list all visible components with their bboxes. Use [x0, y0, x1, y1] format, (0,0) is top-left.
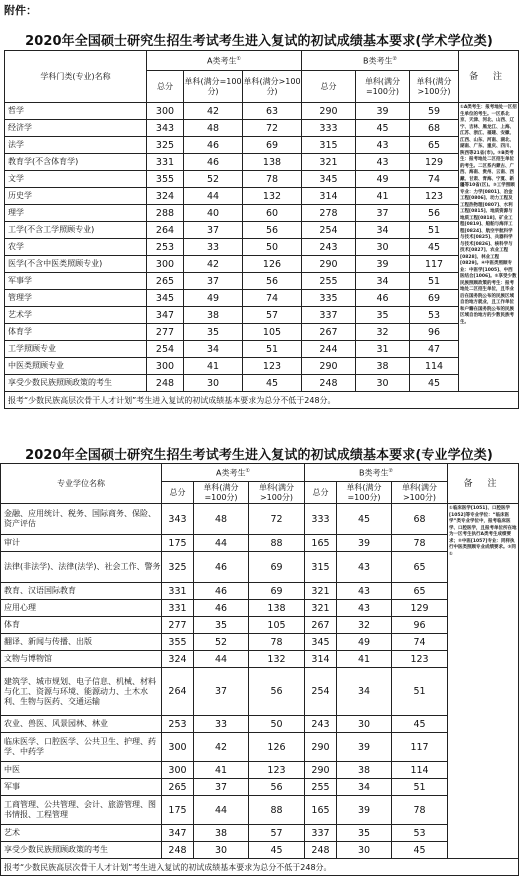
a-total-cell: 248 — [147, 375, 184, 392]
b-single1-cell: 30 — [337, 842, 392, 859]
subject-name-cell: 理学 — [5, 205, 147, 222]
b-single2-cell: 74 — [392, 634, 448, 651]
b-single2-cell: 51 — [410, 222, 459, 239]
subject-name-cell: 文学 — [5, 171, 147, 188]
b-total-cell: 243 — [305, 716, 337, 733]
a-total-cell: 277 — [147, 324, 184, 341]
b-single2-cell: 117 — [410, 256, 459, 273]
table-row — [5, 222, 519, 239]
b-single1-cell: 34 — [337, 668, 392, 716]
b-single2-cell: 53 — [392, 825, 448, 842]
b-total-header: 总分 — [305, 482, 337, 504]
a-total-cell: 300 — [147, 103, 184, 120]
a-single2-cell: 56 — [249, 668, 305, 716]
group-b-header: B类考生② — [302, 51, 459, 71]
table-row — [5, 324, 519, 341]
a-single2-header: 单科(满分>100分) — [243, 71, 302, 103]
a-single1-cell: 38 — [194, 825, 249, 842]
a-single1-cell: 52 — [184, 171, 243, 188]
a-total-cell: 343 — [162, 504, 194, 535]
a-total-cell: 288 — [147, 205, 184, 222]
b-total-cell: 290 — [302, 103, 356, 120]
a-single1-cell: 35 — [194, 617, 249, 634]
b-single2-cell: 96 — [392, 617, 448, 634]
b-single2-header: 单科(满分>100分) — [410, 71, 459, 103]
a-total-cell: 355 — [162, 634, 194, 651]
b-single2-cell: 51 — [410, 273, 459, 290]
subject-name-cell: 艺术 — [1, 825, 162, 842]
subject-col-header: 学科门类(专业)名称 — [5, 51, 147, 103]
b-total-cell: 321 — [302, 154, 356, 171]
table-row — [5, 273, 519, 290]
b-total-cell: 335 — [302, 290, 356, 307]
a-single1-cell: 46 — [184, 154, 243, 171]
a-single1-cell: 37 — [194, 779, 249, 796]
table-row — [5, 103, 519, 120]
b-total-cell: 278 — [302, 205, 356, 222]
b-single1-cell: 35 — [337, 825, 392, 842]
a-single2-cell: 50 — [249, 716, 305, 733]
subject-name-cell: 农业、兽医、风景园林、林业 — [1, 716, 162, 733]
a-single2-cell: 50 — [243, 239, 302, 256]
subject-name-cell: 翻译、新闻与传播、出版 — [1, 634, 162, 651]
a-single1-cell: 33 — [194, 716, 249, 733]
b-single2-cell: 53 — [410, 307, 459, 324]
a-single2-cell: 72 — [243, 120, 302, 137]
a-single2-cell: 78 — [249, 634, 305, 651]
a-total-cell: 175 — [162, 796, 194, 825]
b-single2-header: 单科(满分>100分) — [392, 482, 448, 504]
a-total-cell: 331 — [162, 600, 194, 617]
a-single2-cell: 88 — [249, 796, 305, 825]
b-total-cell: 248 — [305, 842, 337, 859]
table-row — [5, 188, 519, 205]
b-single2-cell: 78 — [392, 535, 448, 552]
table-row — [5, 256, 519, 273]
table-row — [5, 358, 519, 375]
group-b-header: B类考生② — [305, 464, 448, 482]
a-total-cell: 254 — [147, 341, 184, 358]
b-single2-cell: 69 — [410, 290, 459, 307]
a-total-cell: 300 — [147, 358, 184, 375]
a-single1-cell: 41 — [184, 358, 243, 375]
b-total-cell: 337 — [302, 307, 356, 324]
subject-name-cell: 中医 — [1, 762, 162, 779]
a-single1-header: 单科(满分=100分) — [194, 482, 249, 504]
b-single1-cell: 30 — [356, 239, 410, 256]
subject-name-cell: 法律(非法学)、法律(法学)、社会工作、警务 — [1, 552, 162, 583]
a-single2-cell: 45 — [243, 375, 302, 392]
a-total-cell: 345 — [147, 290, 184, 307]
b-single1-cell: 32 — [356, 324, 410, 341]
a-total-cell: 355 — [147, 171, 184, 188]
a-single2-cell: 88 — [249, 535, 305, 552]
b-total-cell: 165 — [305, 535, 337, 552]
a-single2-cell: 138 — [243, 154, 302, 171]
a-single1-cell: 52 — [194, 634, 249, 651]
subject-name-cell: 建筑学、城市规划、电子信息、机械、材料与化工、资源与环境、能源动力、土木水利、生物与医药、交通运输 — [1, 668, 162, 716]
a-single2-cell: 69 — [243, 137, 302, 154]
b-single1-cell: 39 — [356, 256, 410, 273]
a-single1-cell: 30 — [184, 375, 243, 392]
subject-name-cell: 哲学 — [5, 103, 147, 120]
b-total-cell: 243 — [302, 239, 356, 256]
a-single1-cell: 46 — [194, 600, 249, 617]
subject-name-cell: 军事学 — [5, 273, 147, 290]
a-single2-cell: 132 — [249, 651, 305, 668]
a-single1-cell: 46 — [184, 137, 243, 154]
b-single2-cell: 123 — [392, 651, 448, 668]
b-single1-cell: 43 — [337, 552, 392, 583]
academic-score-table — [4, 50, 519, 409]
subject-name-cell: 农学 — [5, 239, 147, 256]
subject-name-cell: 经济学 — [5, 120, 147, 137]
b-single2-cell: 45 — [392, 716, 448, 733]
a-single2-header: 单科(满分>100分) — [249, 482, 305, 504]
b-single2-cell: 78 — [392, 796, 448, 825]
remarks-header: 备 注 — [459, 51, 519, 103]
table-row — [1, 634, 519, 651]
b-total-cell: 290 — [305, 733, 337, 762]
b-single1-cell: 34 — [337, 779, 392, 796]
b-single2-cell: 129 — [410, 154, 459, 171]
b-total-cell: 314 — [302, 188, 356, 205]
group-a-header: A类考生① — [162, 464, 305, 482]
a-single1-cell: 44 — [194, 651, 249, 668]
a-single1-header: 单科(满分=100分) — [184, 71, 243, 103]
a-total-cell: 265 — [162, 779, 194, 796]
a-single2-cell: 138 — [249, 600, 305, 617]
b-single1-cell: 35 — [356, 307, 410, 324]
b-total-header: 总分 — [302, 71, 356, 103]
footnote-row — [5, 392, 519, 409]
b-single1-header: 单科(满分=100分) — [337, 482, 392, 504]
b-single2-cell: 65 — [410, 137, 459, 154]
b-total-cell: 254 — [305, 668, 337, 716]
subject-name-cell: 教育学(不含体育学) — [5, 154, 147, 171]
b-single1-cell: 41 — [337, 651, 392, 668]
b-single1-cell: 38 — [337, 762, 392, 779]
table-row — [5, 290, 519, 307]
b-total-cell: 290 — [302, 358, 356, 375]
a-single2-cell: 74 — [243, 290, 302, 307]
subject-name-cell: 工学(不含工学照顾专业) — [5, 222, 147, 239]
subject-name-cell: 中医类照顾专业 — [5, 358, 147, 375]
remarks-cell: ①临床医学[1051]、口腔医学[1052]等专业学位：“临床医学”类专业学位中，报考临床医学、口腔医学，且报考单位所在地为一区考生执行A类考生成绩要求；②中医[1057]专业：同样执行中医类照顾专业成绩要求。③同① — [448, 504, 519, 859]
a-single1-cell: 37 — [184, 273, 243, 290]
b-single1-cell: 39 — [356, 103, 410, 120]
a-single1-cell: 48 — [194, 504, 249, 535]
a-total-cell: 325 — [162, 552, 194, 583]
b-single1-cell: 30 — [356, 375, 410, 392]
b-single1-cell: 45 — [337, 504, 392, 535]
table-row — [5, 154, 519, 171]
a-single2-cell: 56 — [249, 779, 305, 796]
subject-name-cell: 体育 — [1, 617, 162, 634]
a-single1-cell: 34 — [184, 341, 243, 358]
b-single1-cell: 34 — [356, 222, 410, 239]
b-single1-cell: 37 — [356, 205, 410, 222]
a-single2-cell: 60 — [243, 205, 302, 222]
a-single2-cell: 78 — [243, 171, 302, 188]
a-single2-cell: 57 — [249, 825, 305, 842]
table-row — [1, 668, 519, 716]
a-single2-cell: 105 — [249, 617, 305, 634]
a-total-cell: 347 — [162, 825, 194, 842]
subject-name-cell: 艺术学 — [5, 307, 147, 324]
table-row — [1, 535, 519, 552]
a-total-cell: 253 — [147, 239, 184, 256]
attachment-label: 附件： — [4, 4, 37, 17]
b-single1-cell: 30 — [337, 716, 392, 733]
b-total-cell: 345 — [305, 634, 337, 651]
b-single1-header: 单科(满分=100分) — [356, 71, 410, 103]
a-total-cell: 324 — [147, 188, 184, 205]
b-single1-cell: 46 — [356, 290, 410, 307]
a-single2-cell: 105 — [243, 324, 302, 341]
b-single2-cell: 45 — [410, 375, 459, 392]
b-total-cell: 255 — [305, 779, 337, 796]
b-single1-cell: 39 — [337, 535, 392, 552]
subject-name-cell: 体育学 — [5, 324, 147, 341]
b-single1-cell: 49 — [356, 171, 410, 188]
b-single1-cell: 39 — [337, 733, 392, 762]
b-total-cell: 165 — [305, 796, 337, 825]
table-row — [1, 600, 519, 617]
b-total-cell: 321 — [305, 583, 337, 600]
b-single1-cell: 31 — [356, 341, 410, 358]
table-row — [1, 733, 519, 762]
table-row — [5, 341, 519, 358]
b-total-cell: 315 — [305, 552, 337, 583]
table-row — [1, 504, 519, 535]
table-row — [1, 796, 519, 825]
a-single1-cell: 37 — [194, 668, 249, 716]
subject-name-cell: 享受少数民族照顾政策的考生 — [5, 375, 147, 392]
subject-name-cell: 应用心理 — [1, 600, 162, 617]
a-single1-cell: 42 — [184, 103, 243, 120]
b-single2-cell: 74 — [410, 171, 459, 188]
a-single1-cell: 49 — [184, 290, 243, 307]
a-single1-cell: 42 — [194, 733, 249, 762]
b-single1-cell: 32 — [337, 617, 392, 634]
b-single2-cell: 114 — [392, 762, 448, 779]
b-single2-cell: 59 — [410, 103, 459, 120]
remarks-header: 备 注 — [448, 464, 519, 504]
table-row — [1, 825, 519, 842]
b-single2-cell: 51 — [392, 779, 448, 796]
remarks-cell: ①A类考生：报考地处一区招生单位的考生。一区系北京、天津、河北、山西、辽宁、吉林、黑龙江、上海、江苏、浙江、福建、安徽、江西、山东、河南、湖北、湖南、广东、重庆、四川、陕西等21省(市)。②B类考生：报考地处二区招生单位的考生。二区系内蒙古、广西、海南、贵州、云南、西藏、甘肃、青海、宁夏、新疆等10省(区)。③工学照顾专业：力学[0801]、冶金工程[0806]、动力工程及工程热物理[0807]、水利工程[0815]、地质资源与地质工程[0818]、矿业工程[0819]、船舶与海洋工程[0824]、航空宇航科学与技术[0825]、兵器科学与技术[0826]、核科学与技术[0827]、农业工程[0828]、林业工程[0829]。④中医类照顾专业：中医学[1005]、中西医结合[1006]。⑤享受少数民族照顾政策的考生：报考地处二区招生单位，且毕业后在国务院公布的民族区域自治地方就业，且工作单位和户籍在国务院公布的民族区域自治地方的少数民族考生。 — [459, 103, 519, 392]
table-row — [1, 842, 519, 859]
b-total-cell: 267 — [302, 324, 356, 341]
b-single1-cell: 34 — [356, 273, 410, 290]
a-total-cell: 253 — [162, 716, 194, 733]
a-single2-cell: 63 — [243, 103, 302, 120]
a-total-cell: 325 — [147, 137, 184, 154]
a-single1-cell: 46 — [194, 583, 249, 600]
b-total-cell: 333 — [302, 120, 356, 137]
subject-name-cell: 医学(不含中医类照顾专业) — [5, 256, 147, 273]
professional-table-title: 2020年全国硕士研究生招生考试考生进入复试的初试成绩基本要求(专业学位类) — [25, 448, 493, 463]
b-single2-cell: 68 — [410, 120, 459, 137]
a-single1-cell: 42 — [184, 256, 243, 273]
b-total-cell: 267 — [305, 617, 337, 634]
b-single2-cell: 114 — [410, 358, 459, 375]
b-single2-cell: 45 — [410, 239, 459, 256]
subject-name-cell: 工商管理、公共管理、会计、旅游管理、图书情报、工程管理 — [1, 796, 162, 825]
b-single1-cell: 41 — [356, 188, 410, 205]
a-total-cell: 347 — [147, 307, 184, 324]
b-single1-cell: 45 — [356, 120, 410, 137]
subject-name-cell: 金融、应用统计、税务、国际商务、保险、资产评估 — [1, 504, 162, 535]
a-single1-cell: 48 — [184, 120, 243, 137]
a-single1-cell: 38 — [184, 307, 243, 324]
b-total-cell: 255 — [302, 273, 356, 290]
b-total-cell: 337 — [305, 825, 337, 842]
academic-table-title: 2020年全国硕士研究生招生考试考生进入复试的初试成绩基本要求(学术学位类) — [25, 34, 493, 49]
b-single2-cell: 68 — [392, 504, 448, 535]
subject-name-cell: 教育、汉语国际教育 — [1, 583, 162, 600]
subject-name-cell: 法学 — [5, 137, 147, 154]
b-single2-cell: 47 — [410, 341, 459, 358]
b-single2-cell: 65 — [392, 583, 448, 600]
b-total-cell: 314 — [305, 651, 337, 668]
subject-name-cell: 临床医学、口腔医学、公共卫生、护理、药学、中药学 — [1, 733, 162, 762]
b-single1-cell: 43 — [356, 137, 410, 154]
footnote-text: 报考“少数民族高层次骨干人才计划”考生进入复试的初试成绩基本要求为总分不低于248分。 — [1, 859, 519, 876]
subject-name-cell: 文物与博物馆 — [1, 651, 162, 668]
a-single2-cell: 69 — [249, 583, 305, 600]
a-total-header: 总分 — [147, 71, 184, 103]
subject-name-cell: 历史学 — [5, 188, 147, 205]
b-single1-cell: 43 — [356, 154, 410, 171]
a-single1-cell: 33 — [184, 239, 243, 256]
a-single2-cell: 51 — [243, 341, 302, 358]
a-total-cell: 300 — [147, 256, 184, 273]
b-single1-cell: 38 — [356, 358, 410, 375]
a-total-cell: 277 — [162, 617, 194, 634]
b-total-cell: 333 — [305, 504, 337, 535]
b-single2-cell: 123 — [410, 188, 459, 205]
a-total-cell: 264 — [147, 222, 184, 239]
table-row — [1, 779, 519, 796]
table-row — [1, 617, 519, 634]
b-single1-cell: 43 — [337, 583, 392, 600]
a-single2-cell: 56 — [243, 273, 302, 290]
table-row — [1, 716, 519, 733]
b-single2-cell: 45 — [392, 842, 448, 859]
a-single1-cell: 44 — [194, 796, 249, 825]
a-single2-cell: 56 — [243, 222, 302, 239]
b-single1-cell: 43 — [337, 600, 392, 617]
subject-name-cell: 享受少数民族照顾政策的考生 — [1, 842, 162, 859]
b-single2-cell: 65 — [392, 552, 448, 583]
b-total-cell: 290 — [305, 762, 337, 779]
a-single1-cell: 46 — [194, 552, 249, 583]
b-single2-cell: 129 — [392, 600, 448, 617]
subject-name-cell: 管理学 — [5, 290, 147, 307]
a-total-cell: 300 — [162, 733, 194, 762]
b-total-cell: 345 — [302, 171, 356, 188]
table-row — [1, 762, 519, 779]
a-single1-cell: 37 — [184, 222, 243, 239]
a-single1-cell: 41 — [194, 762, 249, 779]
b-single1-cell: 39 — [337, 796, 392, 825]
a-total-cell: 248 — [162, 842, 194, 859]
b-total-cell: 315 — [302, 137, 356, 154]
b-total-cell: 248 — [302, 375, 356, 392]
subject-name-cell: 审计 — [1, 535, 162, 552]
a-total-header: 总分 — [162, 482, 194, 504]
b-single2-cell: 96 — [410, 324, 459, 341]
table-row — [1, 651, 519, 668]
table-row — [5, 137, 519, 154]
a-single2-cell: 132 — [243, 188, 302, 205]
subject-name-cell: 军事 — [1, 779, 162, 796]
b-total-cell: 321 — [305, 600, 337, 617]
a-single2-cell: 72 — [249, 504, 305, 535]
a-total-cell: 264 — [162, 668, 194, 716]
a-total-cell: 331 — [162, 583, 194, 600]
a-single1-cell: 40 — [184, 205, 243, 222]
a-single2-cell: 69 — [249, 552, 305, 583]
b-single1-cell: 49 — [337, 634, 392, 651]
table-row — [5, 375, 519, 392]
a-total-cell: 265 — [147, 273, 184, 290]
b-total-cell: 244 — [302, 341, 356, 358]
a-single1-cell: 35 — [184, 324, 243, 341]
table-row — [1, 552, 519, 583]
table-row — [5, 307, 519, 324]
a-total-cell: 324 — [162, 651, 194, 668]
b-single2-cell: 51 — [392, 668, 448, 716]
table-row — [1, 583, 519, 600]
a-single2-cell: 123 — [243, 358, 302, 375]
a-single2-cell: 57 — [243, 307, 302, 324]
table-row — [5, 120, 519, 137]
a-total-cell: 331 — [147, 154, 184, 171]
subject-col-header: 专业学位名称 — [1, 464, 162, 504]
a-single2-cell: 126 — [243, 256, 302, 273]
group-a-header: A类考生① — [147, 51, 302, 71]
footnote-text: 报考“少数民族高层次骨干人才计划”考生进入复试的初试成绩基本要求为总分不低于248分。 — [5, 392, 519, 409]
a-single2-cell: 126 — [249, 733, 305, 762]
a-single1-cell: 30 — [194, 842, 249, 859]
table-row — [5, 239, 519, 256]
table-row — [5, 171, 519, 188]
a-total-cell: 343 — [147, 120, 184, 137]
table-row — [5, 205, 519, 222]
a-single2-cell: 45 — [249, 842, 305, 859]
b-single2-cell: 117 — [392, 733, 448, 762]
a-single2-cell: 123 — [249, 762, 305, 779]
b-total-cell: 254 — [302, 222, 356, 239]
b-single2-cell: 56 — [410, 205, 459, 222]
a-total-cell: 300 — [162, 762, 194, 779]
footnote-row — [1, 859, 519, 876]
a-single1-cell: 44 — [184, 188, 243, 205]
a-total-cell: 175 — [162, 535, 194, 552]
b-total-cell: 290 — [302, 256, 356, 273]
professional-score-table — [0, 463, 519, 876]
subject-name-cell: 工学照顾专业 — [5, 341, 147, 358]
a-single1-cell: 44 — [194, 535, 249, 552]
